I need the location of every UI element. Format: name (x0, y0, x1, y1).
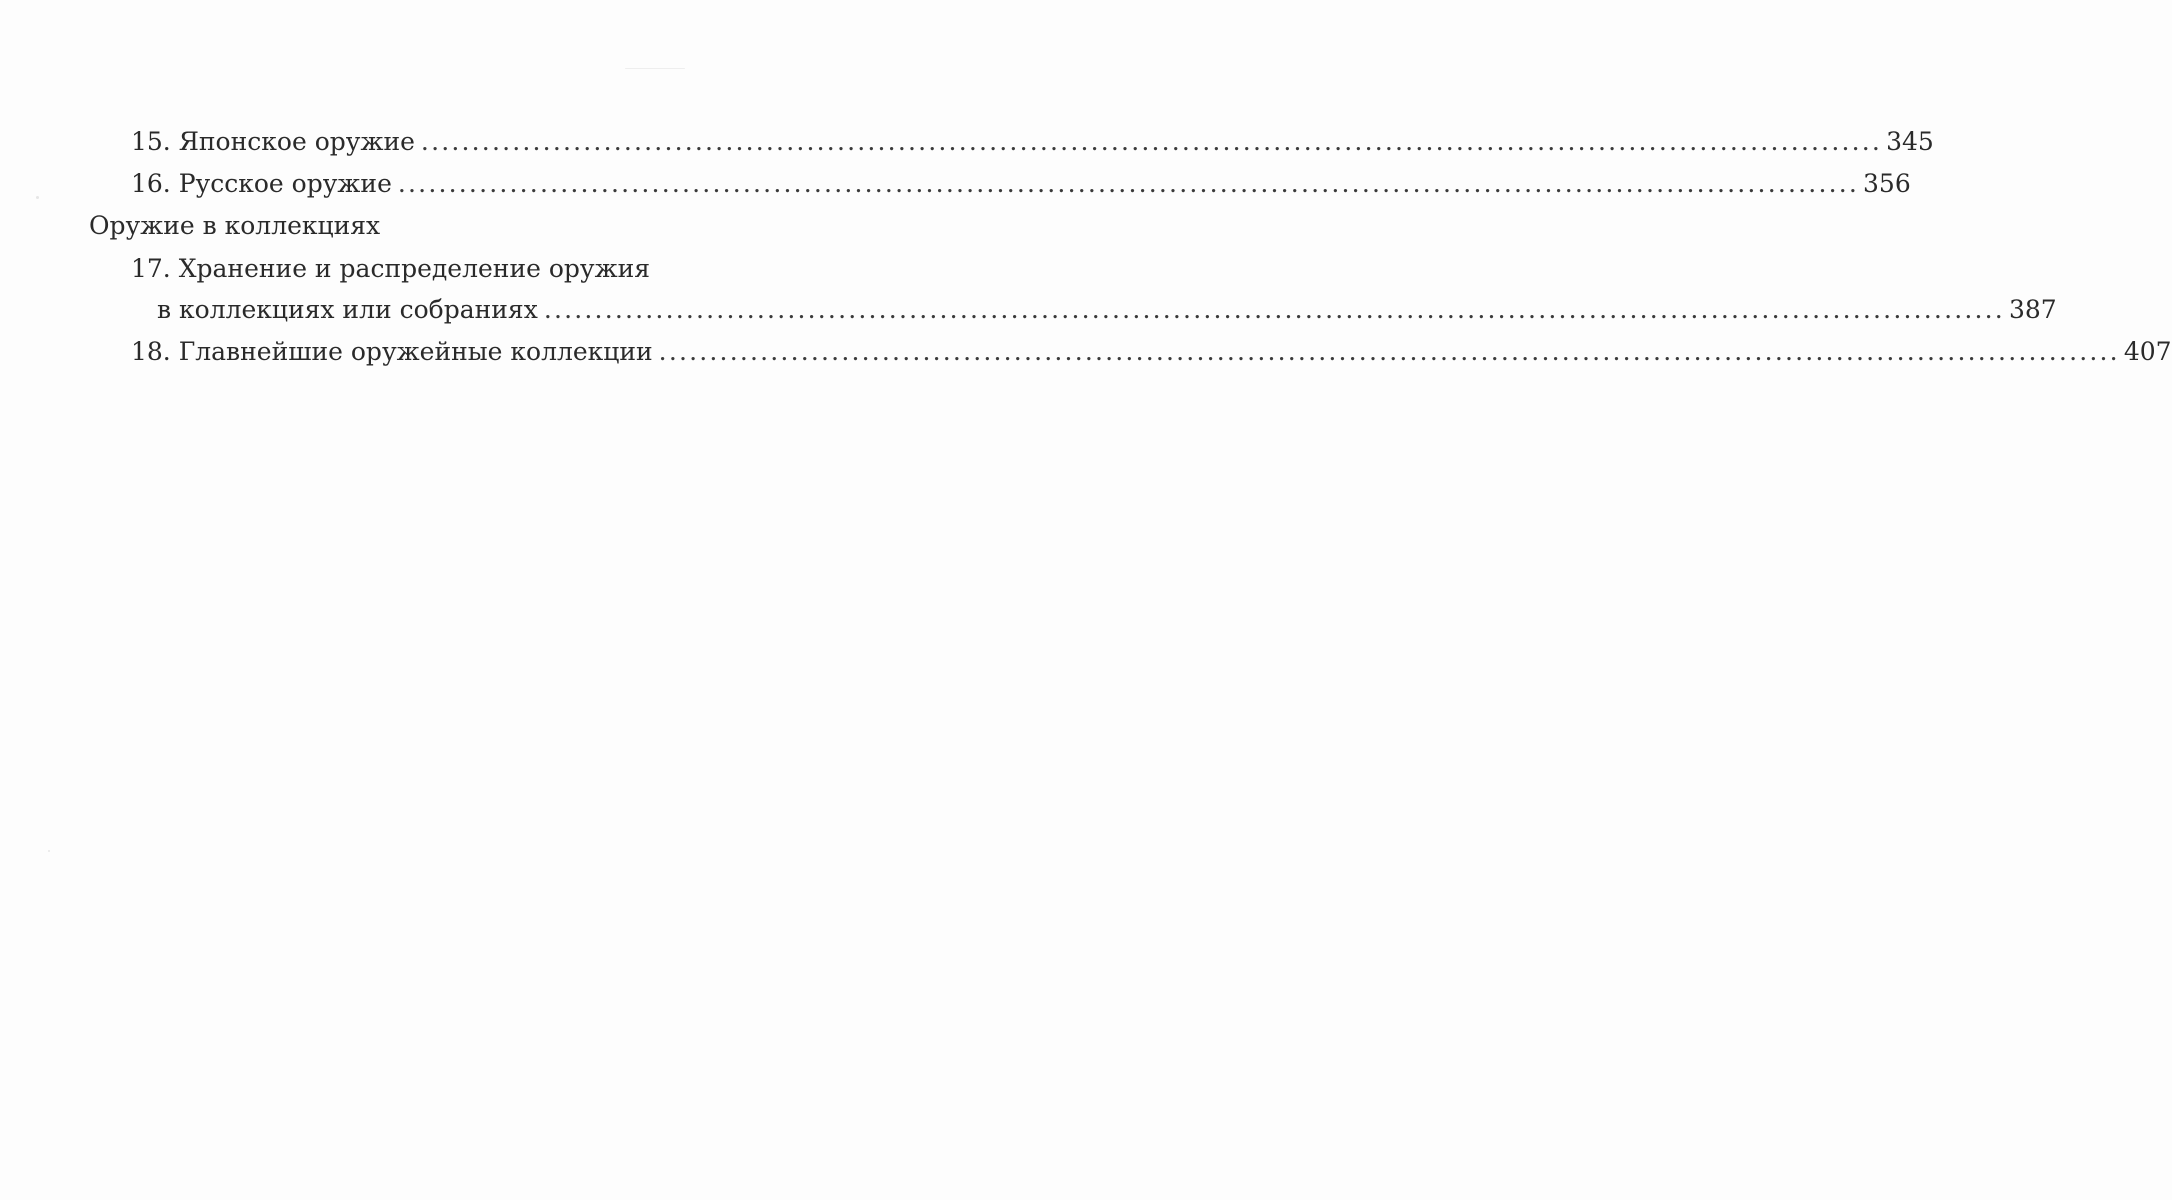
scan-artifact (48, 850, 50, 852)
scan-artifact (36, 196, 39, 199)
toc-entry-page-number: 407 (2123, 337, 2172, 366)
dot-leader: ................................................................................................................................................ (543, 295, 2005, 324)
toc-entry-18 (131, 336, 2172, 368)
toc-entry-title: 15. Японское оружие (131, 127, 415, 156)
scan-artifact (625, 68, 685, 69)
toc-entry-page-number: 345 (1886, 127, 1934, 156)
toc-entry-title: в коллекциях или собраниях (157, 295, 538, 324)
toc-entry-17-title-line1: 17. Хранение и распределение оружия (131, 254, 651, 283)
toc-entry-15 (131, 126, 1934, 158)
toc-entry-17 (157, 294, 2057, 326)
toc-entry-title: 18. Главнейшие оружейные коллекции (131, 337, 653, 366)
toc-section-heading: Оружие в коллекциях (89, 211, 381, 240)
dot-leader: ................................................................................................................................................ (420, 127, 1883, 156)
dot-leader: ................................................................................................................................................ (658, 337, 2120, 366)
toc-entry-16 (131, 168, 1911, 200)
dot-leader: ................................................................................................................................................ (397, 169, 1860, 198)
toc-entry-title: 16. Русское оружие (131, 169, 392, 198)
toc-entry-page-number: 387 (2008, 295, 2057, 324)
toc-entry-page-number: 356 (1863, 169, 1911, 198)
